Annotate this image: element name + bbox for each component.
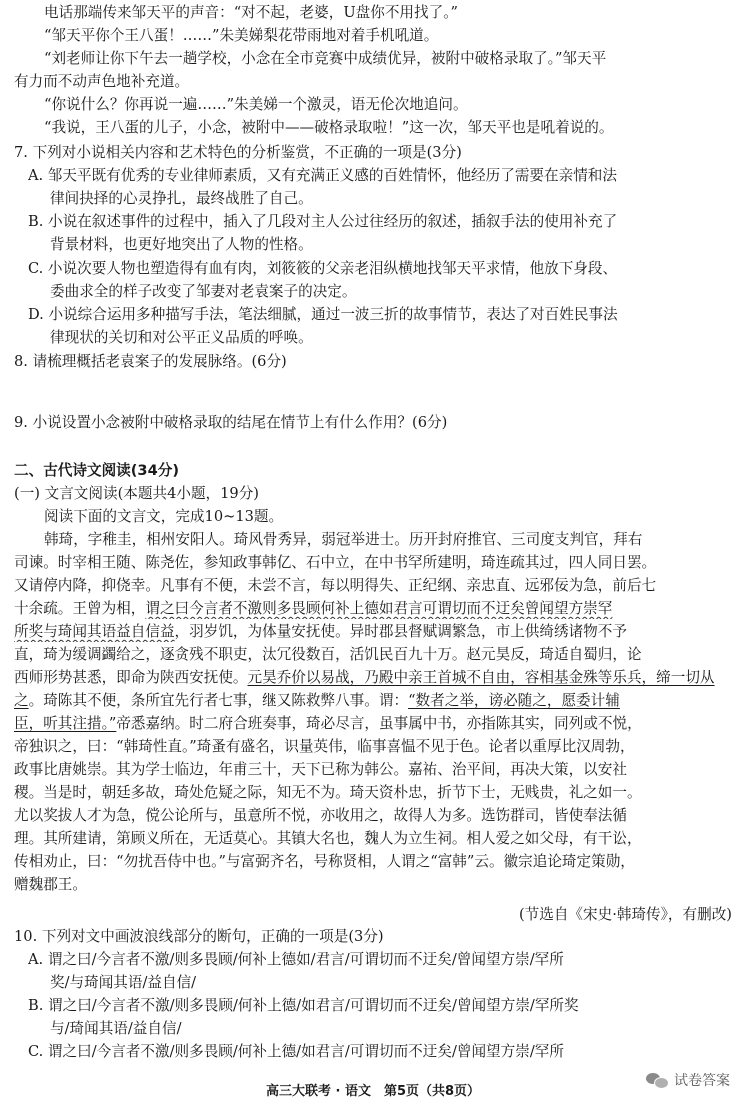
option-d-cont: 律现状的关切和对公平正义品质的呼唤。: [50, 329, 313, 346]
passage-line: [14, 713, 732, 734]
q10-option-b-cont: 与/琦闻其语/益自信/: [50, 1020, 182, 1037]
story-line: “我说，王八蛋的儿子，小念，被附中——破格录取啦！”这一次，邹天平也是吼着说的。: [44, 119, 614, 136]
option-b: B. 小说在叙述事件的过程中，插入了几段对主人公过往经历的叙述，插叙手法的使用补充了: [28, 213, 618, 230]
passage-line: [14, 598, 732, 619]
subsection-heading: (一) 文言文阅读(本题共4小题，19分): [14, 485, 259, 502]
q10-option-b: B. 谓之曰/今言者不激/则多畏顾/何补上德/如君言/可谓切而不迂矣/曾闻望方崇/罕所奖: [28, 997, 579, 1014]
passage-line: [14, 690, 732, 711]
passage-line: 赠魏郡王。: [14, 876, 87, 893]
option-a: A. 邹天平既有优秀的专业律师素质，又有充满正义感的百姓情怀，他经历了需要在亲情和法: [28, 167, 617, 184]
watermark-text: 试卷答案: [674, 1073, 730, 1089]
watermark-logo: [646, 1070, 730, 1090]
passage-line: 政事比唐姚崇。其为学士临边，年甫三十，天下已称为韩公。嘉祐、治平间，再决大策，以安社: [14, 761, 627, 778]
option-c: C. 小说次要人物也塑造得有血有肉，刘筱筱的父亲老泪纵横地找邹天平求情，他放下身段、: [28, 260, 618, 277]
passage-text: 十余疏。王曾为相，: [14, 600, 146, 617]
option-b-cont: 背景材料，也更好地突出了人物的性格。: [50, 236, 313, 253]
passage-text: 西师形势甚悉，即命为陕西安抚使。: [14, 669, 248, 686]
question-9: 9. 小说设置小念被附中破格录取的结尾在情节上有什么作用？(6分): [14, 414, 448, 431]
question-10: 10. 下列对文中画波浪线部分的断句，正确的一项是(3分): [14, 928, 384, 945]
passage-line: 韩琦，字稚圭，相州安阳人。琦风骨秀异，弱冠举进士。历开封府推官、三司度支判官，拜右: [44, 531, 643, 548]
story-line: 电话那端传来邹天平的声音：“对不起，老婆，U盘你不用找了。”: [44, 4, 458, 21]
option-c-cont: 委曲求全的样子改变了邹妻对老袁案子的决定。: [50, 283, 357, 300]
q10-option-c: C. 谓之曰/今言者不激/则多畏顾/何补上德/如君言/可谓切而不迂矣/曾闻望方崇/罕所: [28, 1043, 564, 1060]
section-heading: 二、古代诗文阅读(34分): [14, 462, 179, 479]
wechat-icon: [646, 1071, 668, 1089]
passage-line: [14, 621, 732, 642]
source-note: (节选自《宋史·韩琦传》，有删改): [518, 906, 732, 923]
story-line: 有力而不动声色地补充道。: [14, 73, 190, 90]
passage-text: ，羽岁饥，为体量安抚使。异时郡县督赋调繁急，市上供绮绣诸物不予: [174, 623, 627, 640]
option-a-cont: 律间抉择的心灵挣扎，最终战胜了自己。: [50, 190, 313, 207]
passage-line: [14, 667, 732, 688]
underlined-text: 之: [14, 692, 29, 709]
underlined-text: “数者之举，谤必随之，愿委计辅: [408, 692, 620, 709]
story-line: “邹天平你个王八蛋！……”朱美娣梨花带雨地对着手机吼道。: [44, 27, 439, 44]
wavy-underlined-text: 所奖与琦闻其语益自信益: [14, 623, 175, 640]
question-7: 7. 下列对小说相关内容和艺术特色的分析鉴赏，不正确的一项是(3分): [14, 144, 462, 161]
passage-text: 。琦陈其不便，条所宜先行者七事，继又陈救弊八事。谓：: [28, 692, 409, 709]
story-line: “你说什么？你再说一遍……”朱美娣一个激灵，语无伦次地追问。: [44, 96, 468, 113]
underlined-text: 元昊乔价以易战，乃殿中亲王首城不自由，容相基金殊等乐兵，缔一切从: [247, 669, 715, 686]
passage-line: 传相劝止，曰：“勿扰吾侍中也。”与富弼齐名，号称贤相，人谓之“富韩”云。徽宗追论琦定策勋，: [14, 853, 635, 870]
passage-line: 理。其所建请，第顾义所在，无适莫心。其镇大名也，魏人为立生祠。相人爱之如父母，有干讼，: [14, 830, 642, 847]
passage-line: 稷。当是时，朝廷多故，琦处危疑之际，知无不为。琦天资朴忠，折节下士，无贱贵，礼之如一。: [14, 784, 642, 801]
underlined-text: 臣，听其注措。”: [14, 715, 117, 732]
passage-line: 直，琦为缓调蠲给之，逐贪残不职吏，汰冗役数百，活饥民百九十万。赵元昊反，琦适自蜀归，论: [14, 646, 642, 663]
q10-option-a-cont: 奖/与琦闻其语/益自信/: [50, 974, 197, 991]
option-d: D. 小说综合运用多种描写手法，笔法细腻，通过一波三折的故事情节，表达了对百姓民事法: [28, 306, 618, 323]
passage-line: 尤以奖拔人才为急，傥公论所与，虽意所不悦，亦收用之，故得人为多。选饬群司，皆使奉法循: [14, 807, 627, 824]
page-footer: 高三大联考 · 语文 第5页（共8页）: [265, 1084, 481, 1099]
instruction: 阅读下面的文言文，完成10~13题。: [44, 508, 284, 525]
passage-text: 帝悉嘉纳。时二府合班奏事，琦必尽言，虽事属中书，亦指陈其实，同列或不悦，: [116, 715, 642, 732]
passage-line: 帝独识之，曰：“韩琦性直。”琦蚤有盛名，识量英伟，临事喜愠不见于色。论者以重厚比汉周勃，: [14, 738, 635, 755]
story-line: “刘老师让你下午去一趟学校，小念在全市竞赛中成绩优异，被附中破格录取了。”邹天平: [44, 50, 607, 67]
q10-option-a: A. 谓之曰/今言者不激/则多畏顾/何补上德如/君言/可谓切而不迂矣/曾闻望方崇/罕所: [28, 951, 564, 968]
question-8: 8. 请梳理概括老袁案子的发展脉络。(6分): [14, 353, 287, 370]
wavy-underlined-text: 谓之曰今言者不激则多畏顾何补上德如君言可谓切而不迂矣曾闻望方崇罕: [145, 600, 613, 617]
passage-line: 又请停内降，抑侥幸。凡事有不便，未尝不言，每以明得失、正纪纲、亲忠直、远邪佞为急，前后七: [14, 577, 657, 594]
passage-line: 司谏。时宰相王随、陈尧佐，参知政事韩亿、石中立，在中书罕所建明，琦连疏其过，四人同日罢。: [14, 554, 657, 571]
